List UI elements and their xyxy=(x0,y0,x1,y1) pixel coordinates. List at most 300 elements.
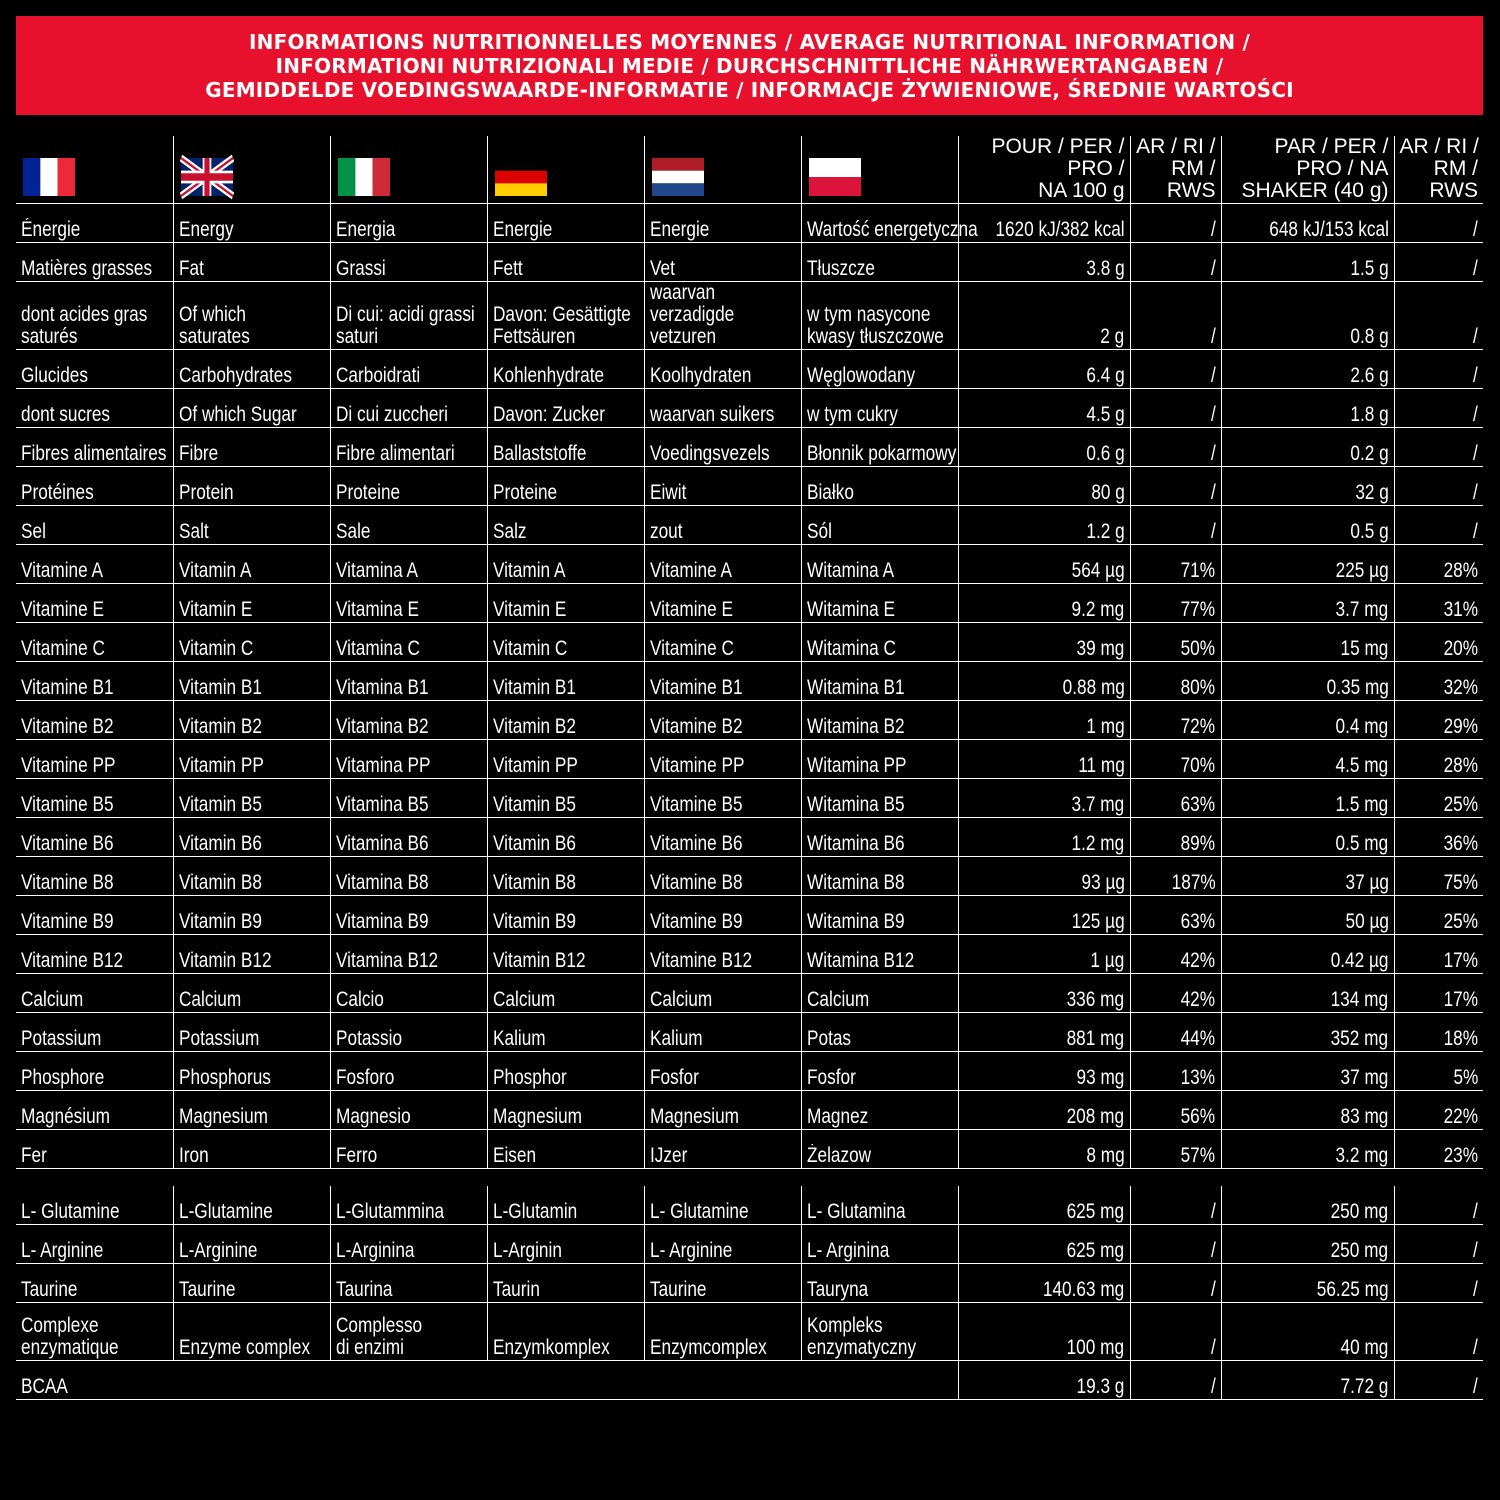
value-text: / xyxy=(1473,364,1478,387)
value-text: 1.5 g xyxy=(1350,257,1389,280)
label-text: L- Glutamine xyxy=(649,1200,749,1223)
table-row xyxy=(16,506,1483,545)
label-cell xyxy=(16,545,173,584)
per-shaker-header xyxy=(1221,136,1394,204)
value-text: 83 mg xyxy=(1340,1105,1389,1128)
value-text: 2.6 g xyxy=(1350,364,1389,387)
label-text: Calcium xyxy=(806,988,869,1011)
value-cell xyxy=(1221,389,1394,428)
label-cell xyxy=(330,584,487,623)
label-cell xyxy=(173,1186,330,1225)
value-cell xyxy=(1394,1186,1483,1225)
label-cell xyxy=(487,1264,644,1303)
label-cell xyxy=(330,1013,487,1052)
value-cell xyxy=(958,1361,1130,1400)
label-text: Vitamine B12 xyxy=(21,949,124,972)
label-text: Vitamine B6 xyxy=(649,832,743,855)
label-cell xyxy=(644,623,801,662)
label-cell xyxy=(173,935,330,974)
label-text: Fer xyxy=(21,1144,47,1167)
label-text: Di cui zuccheri xyxy=(335,403,448,426)
value-cell xyxy=(1221,974,1394,1013)
value-text: / xyxy=(1210,1278,1216,1301)
label-cell xyxy=(173,1130,330,1169)
label-cell xyxy=(330,701,487,740)
value-cell xyxy=(1221,350,1394,389)
label-cell xyxy=(173,818,330,857)
value-text: 75% xyxy=(1443,871,1478,894)
value-text: / xyxy=(1473,1239,1478,1262)
table-row xyxy=(16,662,1483,701)
value-text: 93 µg xyxy=(1081,871,1125,894)
label-text: Vitamin PP xyxy=(178,754,264,777)
value-text: 23% xyxy=(1443,1144,1478,1167)
label-text: Taurine xyxy=(21,1278,78,1301)
value-text: 134 mg xyxy=(1331,988,1389,1011)
label-line: saturates xyxy=(178,325,250,348)
value-text: 5% xyxy=(1453,1066,1478,1089)
label-text: Energia xyxy=(335,218,395,241)
label-text: Phosphore xyxy=(21,1066,105,1089)
header-text: RWS xyxy=(1429,179,1478,202)
label-cell xyxy=(487,506,644,545)
value-cell xyxy=(1130,389,1221,428)
label-text: Witamina B2 xyxy=(806,715,905,738)
label-text: L- Arginine xyxy=(649,1239,732,1262)
value-cell xyxy=(1130,974,1221,1013)
label-text: Calcium xyxy=(21,988,84,1011)
label-cell xyxy=(644,740,801,779)
label-cell xyxy=(801,1130,958,1169)
spacer-row xyxy=(16,1169,1483,1187)
value-cell xyxy=(958,389,1130,428)
label-text: L- Glutamine xyxy=(21,1200,120,1223)
value-text: 0.2 g xyxy=(1350,442,1389,465)
value-cell xyxy=(1130,428,1221,467)
label-line: Di cui: acidi grassi xyxy=(335,303,475,326)
label-text: Vitamine E xyxy=(21,598,104,621)
label-text: Fett xyxy=(492,257,523,280)
table-row xyxy=(16,428,1483,467)
value-cell xyxy=(1130,818,1221,857)
value-cell xyxy=(1394,701,1483,740)
label-text: Witamina B1 xyxy=(806,676,905,699)
label-cell xyxy=(16,1052,173,1091)
uk-flag-icon xyxy=(181,158,233,196)
label-text: Fibre xyxy=(178,442,218,465)
flag-cell-de xyxy=(487,136,644,204)
value-text: / xyxy=(1210,1336,1216,1359)
header-text: POUR / PER / xyxy=(991,135,1125,158)
value-text: 881 mg xyxy=(1067,1027,1125,1050)
label-text: Vitamin B8 xyxy=(492,871,576,894)
label-text: Fibre alimentari xyxy=(335,442,455,465)
value-cell xyxy=(1130,350,1221,389)
label-text: Witamina E xyxy=(806,598,895,621)
label-line: di enzimi xyxy=(335,1336,404,1359)
value-text: 0.4 mg xyxy=(1335,715,1389,738)
value-text: 187% xyxy=(1171,871,1216,894)
label-text: Protéines xyxy=(21,481,94,504)
label-cell xyxy=(173,428,330,467)
label-text: Vitamine B2 xyxy=(649,715,743,738)
label-text: Iron xyxy=(178,1144,209,1167)
label-cell xyxy=(644,779,801,818)
value-text: 15 mg xyxy=(1340,637,1389,660)
label-line: dont acides gras xyxy=(21,303,148,326)
value-cell xyxy=(1394,584,1483,623)
value-cell xyxy=(1130,1303,1221,1361)
label-cell xyxy=(16,428,173,467)
value-text: 3.2 mg xyxy=(1335,1144,1389,1167)
label-line: saturi xyxy=(335,325,378,348)
label-cell xyxy=(644,1091,801,1130)
value-text: 25% xyxy=(1443,793,1478,816)
value-cell xyxy=(1394,282,1483,350)
label-text: Calcium xyxy=(492,988,555,1011)
value-text: 89% xyxy=(1181,832,1216,855)
label-cell xyxy=(173,1091,330,1130)
label-cell xyxy=(644,350,801,389)
label-text: Ballaststoffe xyxy=(492,442,586,465)
header-row xyxy=(16,136,1483,204)
value-text: 63% xyxy=(1181,793,1216,816)
label-cell xyxy=(330,467,487,506)
value-cell xyxy=(1221,545,1394,584)
value-cell xyxy=(1221,1091,1394,1130)
label-cell xyxy=(644,1186,801,1225)
label-cell xyxy=(487,662,644,701)
value-text: 32 g xyxy=(1354,481,1389,504)
value-cell xyxy=(958,896,1130,935)
label-text: Energy xyxy=(178,218,234,241)
label-line: enzymatyczny xyxy=(806,1336,916,1359)
value-text: 80% xyxy=(1181,676,1216,699)
label-cell xyxy=(173,350,330,389)
value-text: 3.7 mg xyxy=(1071,793,1125,816)
label-cell xyxy=(330,1303,487,1361)
label-text: Ferro xyxy=(335,1144,377,1167)
label-cell xyxy=(487,1186,644,1225)
label-text: Taurine xyxy=(649,1278,706,1301)
label-cell xyxy=(173,584,330,623)
value-cell xyxy=(958,1186,1130,1225)
label-text: Fosforo xyxy=(335,1066,394,1089)
value-cell xyxy=(1130,1361,1221,1400)
value-cell xyxy=(1221,243,1394,282)
label-cell xyxy=(173,243,330,282)
italy-flag-icon xyxy=(338,158,390,196)
value-cell xyxy=(958,1264,1130,1303)
value-cell xyxy=(1394,1303,1483,1361)
label-cell xyxy=(487,584,644,623)
label-cell xyxy=(644,584,801,623)
value-text: 6.4 g xyxy=(1086,364,1125,387)
label-cell xyxy=(173,1225,330,1264)
value-text: / xyxy=(1473,520,1478,543)
label-cell xyxy=(16,204,173,243)
value-cell xyxy=(1130,1186,1221,1225)
ri-100g-header xyxy=(1130,136,1221,204)
label-text: Vitamina B6 xyxy=(335,832,429,855)
label-text: Kalium xyxy=(492,1027,546,1050)
label-text: Vitamina B8 xyxy=(335,871,429,894)
label-cell xyxy=(330,1264,487,1303)
label-text: Magnesio xyxy=(335,1105,411,1128)
label-text: Fat xyxy=(178,257,204,280)
label-cell xyxy=(173,1052,330,1091)
value-text: / xyxy=(1210,442,1216,465)
label-cell xyxy=(801,243,958,282)
value-cell xyxy=(958,1091,1130,1130)
value-text: 250 mg xyxy=(1331,1200,1389,1223)
label-cell xyxy=(173,1013,330,1052)
value-cell xyxy=(1394,1264,1483,1303)
label-text: zout xyxy=(649,520,683,543)
label-cell xyxy=(16,584,173,623)
france-flag-icon xyxy=(23,158,75,196)
value-text: 37 mg xyxy=(1340,1066,1389,1089)
value-text: 1 mg xyxy=(1086,715,1125,738)
label-text: Protein xyxy=(178,481,234,504)
label-text: Witamina B5 xyxy=(806,793,905,816)
flag-cell-en xyxy=(173,136,330,204)
value-cell xyxy=(1130,623,1221,662)
label-line: Kompleks xyxy=(806,1314,883,1337)
value-text: 0.42 µg xyxy=(1330,949,1389,972)
value-cell xyxy=(1130,662,1221,701)
label-cell xyxy=(487,389,644,428)
label-text: dont sucres xyxy=(21,403,111,426)
value-cell xyxy=(1394,896,1483,935)
label-text: Vitamin B6 xyxy=(178,832,262,855)
label-text: Calcium xyxy=(649,988,712,1011)
value-text: 125 µg xyxy=(1071,910,1125,933)
label-cell xyxy=(173,204,330,243)
label-text: Phosphorus xyxy=(178,1066,271,1089)
value-cell xyxy=(1221,935,1394,974)
value-cell xyxy=(1221,896,1394,935)
table-row xyxy=(16,350,1483,389)
label-cell xyxy=(16,506,173,545)
value-text: 4.5 mg xyxy=(1335,754,1389,777)
label-cell xyxy=(801,428,958,467)
label-cell xyxy=(644,1052,801,1091)
value-text: 3.8 g xyxy=(1086,257,1125,280)
value-cell xyxy=(1130,896,1221,935)
label-cell xyxy=(330,857,487,896)
label-text: Vitamine A xyxy=(21,559,104,582)
label-text: Witamina B9 xyxy=(806,910,905,933)
label-text: Taurina xyxy=(335,1278,392,1301)
label-text: Kohlenhydrate xyxy=(492,364,604,387)
value-text: 564 µg xyxy=(1071,559,1125,582)
label-cell xyxy=(801,389,958,428)
value-cell xyxy=(958,974,1130,1013)
label-cell xyxy=(487,740,644,779)
label-text: Glucides xyxy=(21,364,88,387)
label-text: Calcio xyxy=(335,988,384,1011)
label-text: Tłuszcze xyxy=(806,257,875,280)
label-text: Magnesium xyxy=(492,1105,582,1128)
value-cell xyxy=(1394,662,1483,701)
value-cell xyxy=(1130,1091,1221,1130)
label-text: Vitamine B1 xyxy=(21,676,114,699)
label-cell xyxy=(330,506,487,545)
value-text: 11 mg xyxy=(1077,754,1125,777)
value-text: 50 µg xyxy=(1345,910,1389,933)
label-cell xyxy=(173,545,330,584)
flag-cell-pl xyxy=(801,136,958,204)
label-text: Vitamin B5 xyxy=(178,793,262,816)
spacer-cell xyxy=(330,1169,487,1187)
label-text: Vitamin B8 xyxy=(178,871,262,894)
value-cell xyxy=(1130,740,1221,779)
label-cell xyxy=(16,818,173,857)
label-text: Vitamin B9 xyxy=(492,910,576,933)
label-cell xyxy=(487,779,644,818)
label-cell xyxy=(487,1130,644,1169)
label-text: Vitamin B5 xyxy=(492,793,576,816)
label-text: Vitamin B12 xyxy=(492,949,586,972)
table-row xyxy=(16,701,1483,740)
value-cell xyxy=(1130,1225,1221,1264)
value-text: 32% xyxy=(1443,676,1478,699)
value-text: 648 kJ/153 kcal xyxy=(1268,218,1389,241)
value-text: 70% xyxy=(1181,754,1216,777)
value-text: 0.5 g xyxy=(1350,520,1389,543)
value-cell xyxy=(958,545,1130,584)
label-text: Białko xyxy=(806,481,854,504)
value-text: 80 g xyxy=(1090,481,1125,504)
label-text: Energie xyxy=(492,218,552,241)
value-cell xyxy=(1221,623,1394,662)
label-cell xyxy=(487,350,644,389)
value-cell xyxy=(1130,1052,1221,1091)
value-cell xyxy=(1221,282,1394,350)
label-cell xyxy=(644,857,801,896)
label-cell xyxy=(330,779,487,818)
label-line: w tym nasycone xyxy=(806,303,930,326)
value-text: / xyxy=(1473,481,1478,504)
label-cell xyxy=(330,974,487,1013)
label-text: Salt xyxy=(178,520,209,543)
header-text: SHAKER (40 g) xyxy=(1241,179,1389,202)
label-text: Vitamine B8 xyxy=(21,871,114,894)
label-cell xyxy=(173,623,330,662)
value-cell xyxy=(1394,857,1483,896)
label-cell xyxy=(173,1264,330,1303)
value-cell xyxy=(1394,1091,1483,1130)
value-text: / xyxy=(1210,364,1216,387)
label-cell xyxy=(801,204,978,243)
label-text: Vitamin B1 xyxy=(492,676,576,699)
table-row xyxy=(16,818,1483,857)
value-cell xyxy=(1394,1052,1483,1091)
label-cell xyxy=(330,623,487,662)
value-text: 1.5 mg xyxy=(1335,793,1389,816)
table-row xyxy=(16,623,1483,662)
spacer-cell xyxy=(958,1169,1130,1187)
value-cell xyxy=(1394,1225,1483,1264)
label-text: Magnésium xyxy=(21,1105,111,1128)
value-cell xyxy=(1221,662,1394,701)
label-cell xyxy=(16,623,173,662)
label-cell xyxy=(173,662,330,701)
label-cell xyxy=(330,740,487,779)
label-cell xyxy=(173,1303,330,1361)
label-text: Vitamine B8 xyxy=(649,871,743,894)
label-text: Vitamine PP xyxy=(649,754,744,777)
value-text: 1.2 mg xyxy=(1071,832,1125,855)
label-text: Vitamina E xyxy=(335,598,419,621)
value-cell xyxy=(1221,857,1394,896)
table-row xyxy=(16,545,1483,584)
label-cell xyxy=(644,506,801,545)
label-text: Vitamine B5 xyxy=(21,793,114,816)
label-line: waarvan verzadigde xyxy=(649,281,734,326)
label-cell xyxy=(801,740,958,779)
value-cell xyxy=(1394,1013,1483,1052)
label-cell xyxy=(173,896,330,935)
label-cell xyxy=(801,467,958,506)
label-cell xyxy=(644,389,801,428)
value-cell xyxy=(1221,1186,1394,1225)
label-text: Vitamine B6 xyxy=(21,832,114,855)
label-text: Vitamina B1 xyxy=(335,676,429,699)
value-cell xyxy=(1394,1130,1483,1169)
label-cell xyxy=(487,623,644,662)
label-cell xyxy=(330,1052,487,1091)
flag-cell-nl xyxy=(644,136,801,204)
value-text: 93 mg xyxy=(1076,1066,1125,1089)
label-cell xyxy=(173,740,330,779)
value-text: 250 mg xyxy=(1331,1239,1389,1262)
label-text: Vitamin B2 xyxy=(178,715,262,738)
value-cell xyxy=(1130,1264,1221,1303)
label-text: Fibres alimentaires xyxy=(21,442,167,465)
label-text: Potas xyxy=(806,1027,851,1050)
value-cell xyxy=(1130,1013,1221,1052)
label-line: saturés xyxy=(21,325,78,348)
label-cell xyxy=(16,1264,173,1303)
value-cell xyxy=(958,1130,1130,1169)
value-text: 225 µg xyxy=(1335,559,1389,582)
label-cell xyxy=(644,935,801,974)
table-row xyxy=(16,896,1483,935)
title-line-2: INFORMATIONI NUTRIZIONALI MEDIE / DURCHSCHNITTLICHE NÄHRWERTANGABEN / xyxy=(275,53,1224,78)
label-text: Vitamina C xyxy=(335,637,420,660)
label-text: Vitamin C xyxy=(492,637,567,660)
value-text: 3.7 mg xyxy=(1335,598,1389,621)
value-text: / xyxy=(1473,1375,1478,1398)
value-cell xyxy=(1221,779,1394,818)
value-text: 625 mg xyxy=(1067,1200,1125,1223)
value-cell xyxy=(1394,506,1483,545)
label-cell xyxy=(801,818,958,857)
label-text: Sól xyxy=(806,520,832,543)
label-text: Matières grasses xyxy=(21,257,153,280)
value-cell xyxy=(1221,428,1394,467)
label-cell xyxy=(487,1013,644,1052)
label-text: Salz xyxy=(492,520,527,543)
label-cell xyxy=(644,282,801,350)
value-text: 625 mg xyxy=(1067,1239,1125,1262)
value-text: 40 mg xyxy=(1340,1336,1389,1359)
value-cell xyxy=(1394,389,1483,428)
label-cell xyxy=(487,701,644,740)
label-text: Vitamin A xyxy=(492,559,565,582)
